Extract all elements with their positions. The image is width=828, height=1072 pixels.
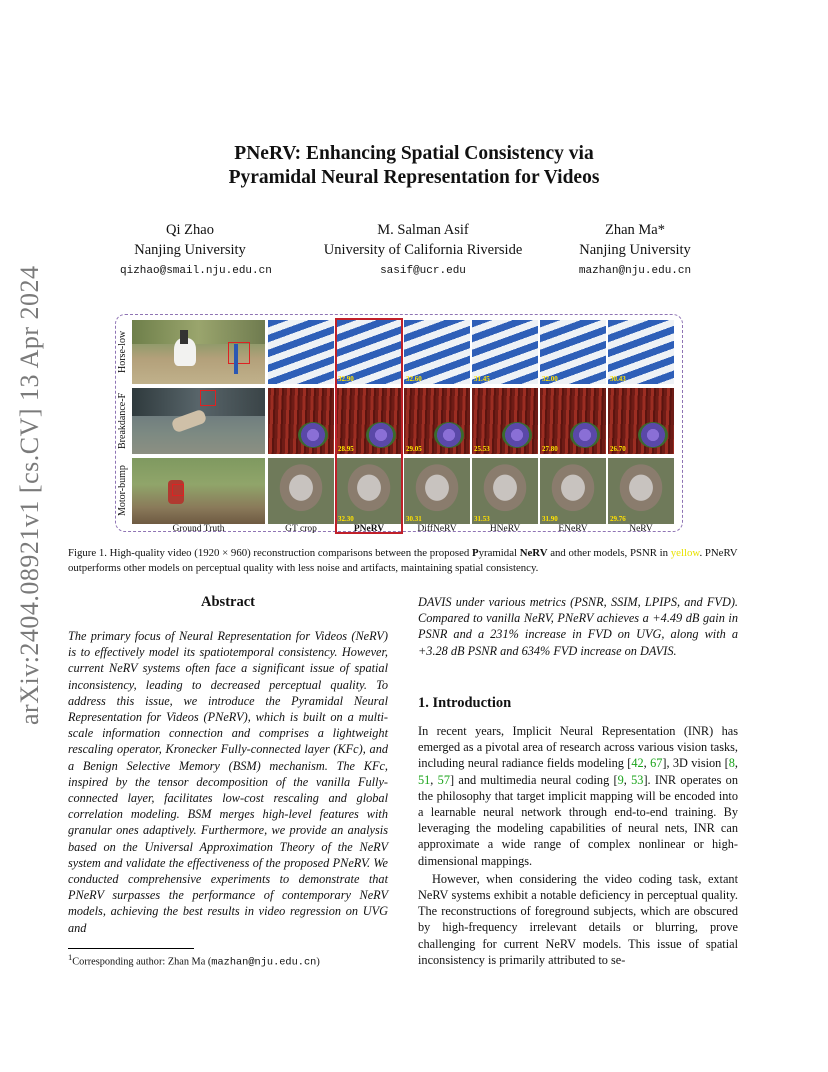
citation-link[interactable]: 9 xyxy=(617,772,624,787)
crop-tile-breakdance-f-gt-crop xyxy=(268,388,334,454)
psnr-value: 31.45 xyxy=(474,375,490,383)
author-affiliation: University of California Riverside xyxy=(323,242,523,258)
crop-tile-horse-low-diffnerv xyxy=(404,320,470,384)
footnote xyxy=(68,952,398,968)
arxiv-sidebar-id: arXiv:2404.08921v1 [cs.CV] 13 Apr 2024 xyxy=(15,265,44,725)
crop-box xyxy=(200,390,216,406)
crop-tile-motor-bump-diffnerv xyxy=(404,458,470,524)
crop-box xyxy=(172,484,184,496)
crop-tile-horse-low-hnerv xyxy=(472,320,538,384)
author-email: qizhao@smail.nju.edu.cn xyxy=(120,265,272,277)
psnr-value: 31.53 xyxy=(474,515,490,523)
author-email: mazhan@nju.edu.cn xyxy=(578,265,692,277)
introduction-body xyxy=(418,723,738,968)
author-affiliation: Nanjing University xyxy=(579,242,691,258)
figure-caption xyxy=(68,546,762,576)
ground-truth-frame-breakdance xyxy=(132,388,265,454)
citation-link[interactable]: 8 xyxy=(728,756,735,771)
flower-patch xyxy=(298,422,328,448)
column-header-pnerv: PNeRV xyxy=(353,524,385,534)
caption-text: yramidal xyxy=(478,547,520,559)
flower-patch xyxy=(638,422,668,448)
flower-patch xyxy=(570,422,600,448)
section-heading-introduction: 1. Introduction xyxy=(418,695,512,711)
psnr-value: 25.53 xyxy=(474,445,490,453)
ground-truth-frame-motor xyxy=(132,458,265,524)
row-label-breakdance: Breakdance-F xyxy=(117,392,128,450)
psnr-value: 27.80 xyxy=(542,445,558,453)
psnr-value: 29.05 xyxy=(406,445,422,453)
caption-yellow-word: yellow xyxy=(670,547,700,559)
flower-patch xyxy=(434,422,464,448)
citation-link[interactable]: 51 xyxy=(418,772,431,787)
paper-title xyxy=(0,142,828,190)
footnote-mark: 1 xyxy=(68,952,73,962)
citation-link[interactable]: 53 xyxy=(631,772,644,787)
author-name: M. Salman Asif xyxy=(377,222,469,238)
footnote-email: mazhan@nju.edu.cn xyxy=(211,956,317,969)
column-header-gt-crop: GT crop xyxy=(285,524,317,534)
crop-box xyxy=(228,342,250,364)
crop-tile-motor-bump-nerv xyxy=(608,458,674,524)
caption-bold: NeRV xyxy=(519,547,548,559)
author-block xyxy=(300,220,546,281)
psnr-value: 32.00 xyxy=(542,375,558,383)
psnr-value: 30.31 xyxy=(406,515,422,523)
row-label-motor-bump: Motor-bump xyxy=(117,465,128,517)
abstract-heading: Abstract xyxy=(201,594,255,610)
abstract-continuation: DAVIS under various metrics (PSNR, SSIM, LPIPS, and FVD). Compared to vanilla NeRV, PNeRV achieves a +4.49 dB gain in PSNR and a 231% increase in FVD on UVG, along with a +3.28 dB PSNR and 634% FVD increase on DAVIS. xyxy=(418,595,738,658)
psnr-value: 30.43 xyxy=(610,375,626,383)
crop-tile-horse-low-enerv xyxy=(540,320,606,384)
abstract-body: The primary focus of Neural Representation for Videos (NeRV) is to effectively model its spatiotemporal consistency. However, current NeRV systems often face a significant issue of spatial inconsistency, leading to decreased perceptual quality. To address this issue, we introduce the Pyramidal Neural Representation for Videos (PNeRV), which is built on a multi-scale information connection and comprises a lightweight rescaling operator, Kronecker Fully-connected layer (KFc), and a Benign Selective Memory (BSM) mechanism. The KFc, inspired by the tensor decomposition of the vanilla Fully-connected layer, facilitates low-cost rescaling and global correlation modeling. BSM merges high-level features with granular ones adaptively. Furthermore, we provide an analysis based on the Universal Approximation Theory of the NeRV system and validate the effectiveness of the proposed PNeRV. We conducted comprehensive experiments to demonstrate that PNeRV surpasses the performance of contemporary NeRV models, achieving the best results in video regression on UVG and xyxy=(68,629,388,935)
pnerv-highlight-box xyxy=(335,318,403,534)
crop-tile-breakdance-f-enerv xyxy=(540,388,606,454)
intro-paragraph-1: In recent years, Implicit Neural Representation (INR) has emerged as a pivotal area of research across various vision tasks, including neural radiance fields modeling [42, 67], 3D vision [8, 51, 57] and multimedia neural coding [9, 53]. INR operates on the philosophy that target implicit mapping will be encoded into a learnable neural network through end-to-end training. By leveraging the modeling capabilities of neural nets, INR can approximate a wide range of complex nonlinear or high-dimensional mappings. xyxy=(418,724,738,868)
citation-link[interactable]: 57 xyxy=(437,772,450,787)
flower-patch xyxy=(502,422,532,448)
psnr-value: 28.95 xyxy=(338,445,354,453)
psnr-value: 32.30 xyxy=(338,515,354,523)
citation-link[interactable]: 67 xyxy=(650,756,663,771)
crop-tile-motor-bump-hnerv xyxy=(472,458,538,524)
psnr-value: 31.90 xyxy=(542,515,558,523)
footnote-rule xyxy=(68,948,194,949)
psnr-value: 32.90 xyxy=(338,375,354,383)
column-header-enerv: ENeRV xyxy=(558,524,588,534)
author-email: sasif@ucr.edu xyxy=(380,265,466,277)
author-name: Qi Zhao xyxy=(166,222,214,238)
caption-bold: P xyxy=(472,547,479,559)
caption-text: and other models, PSNR in xyxy=(547,547,671,559)
title-line-2: Pyramidal Neural Representation for Videos xyxy=(228,167,600,188)
crop-tile-horse-low-gt-crop xyxy=(268,320,334,384)
crop-tile-breakdance-f-hnerv xyxy=(472,388,538,454)
psnr-value: 32.60 xyxy=(406,375,422,383)
crop-tile-horse-low-nerv xyxy=(608,320,674,384)
footnote-text: ) xyxy=(316,956,320,968)
author-block xyxy=(120,220,272,281)
column-header-nerv: NeRV xyxy=(629,524,653,534)
footnote-text: Corresponding author: Zhan Ma ( xyxy=(72,956,212,968)
column-header-diffnerv: DiffNeRV xyxy=(417,524,457,534)
crop-tile-motor-bump-gt-crop xyxy=(268,458,334,524)
column-header-ground-truth: Ground Truth xyxy=(172,524,225,534)
author-name: Zhan Ma* xyxy=(605,222,665,238)
author-block xyxy=(560,220,710,281)
psnr-value: 29.76 xyxy=(610,515,626,523)
author-affiliation: Nanjing University xyxy=(134,242,246,258)
crop-tile-breakdance-f-diffnerv xyxy=(404,388,470,454)
column-header-hnerv: HNeRV xyxy=(489,524,521,534)
row-label-horse-low: Horse-low xyxy=(117,330,128,374)
intro-paragraph-2: However, when considering the video coding task, extant NeRV systems exhibit a notable deficiency in perceptual quality. The reconstructions of foreground subjects, which are obscured by high-frequency irrelevant details or blurring, prove challenging for current NeRV models. This issue of spatial inconsistency is primarily attributed to se- xyxy=(418,871,738,967)
caption-text: Figure 1. High-quality video (1920 × 960) reconstruction comparisons between the proposed xyxy=(68,547,472,559)
crop-tile-motor-bump-enerv xyxy=(540,458,606,524)
ground-truth-frame-horse xyxy=(132,320,265,384)
title-line-1: PNeRV: Enhancing Spatial Consistency via xyxy=(234,143,594,164)
crop-tile-breakdance-f-nerv xyxy=(608,388,674,454)
citation-link[interactable]: 42 xyxy=(631,756,644,771)
caption-text: . PNeRV outperforms other models on perceptual quality with less noise and artifacts, maintaining spatial consistency. xyxy=(68,547,738,574)
psnr-value: 26.70 xyxy=(610,445,626,453)
